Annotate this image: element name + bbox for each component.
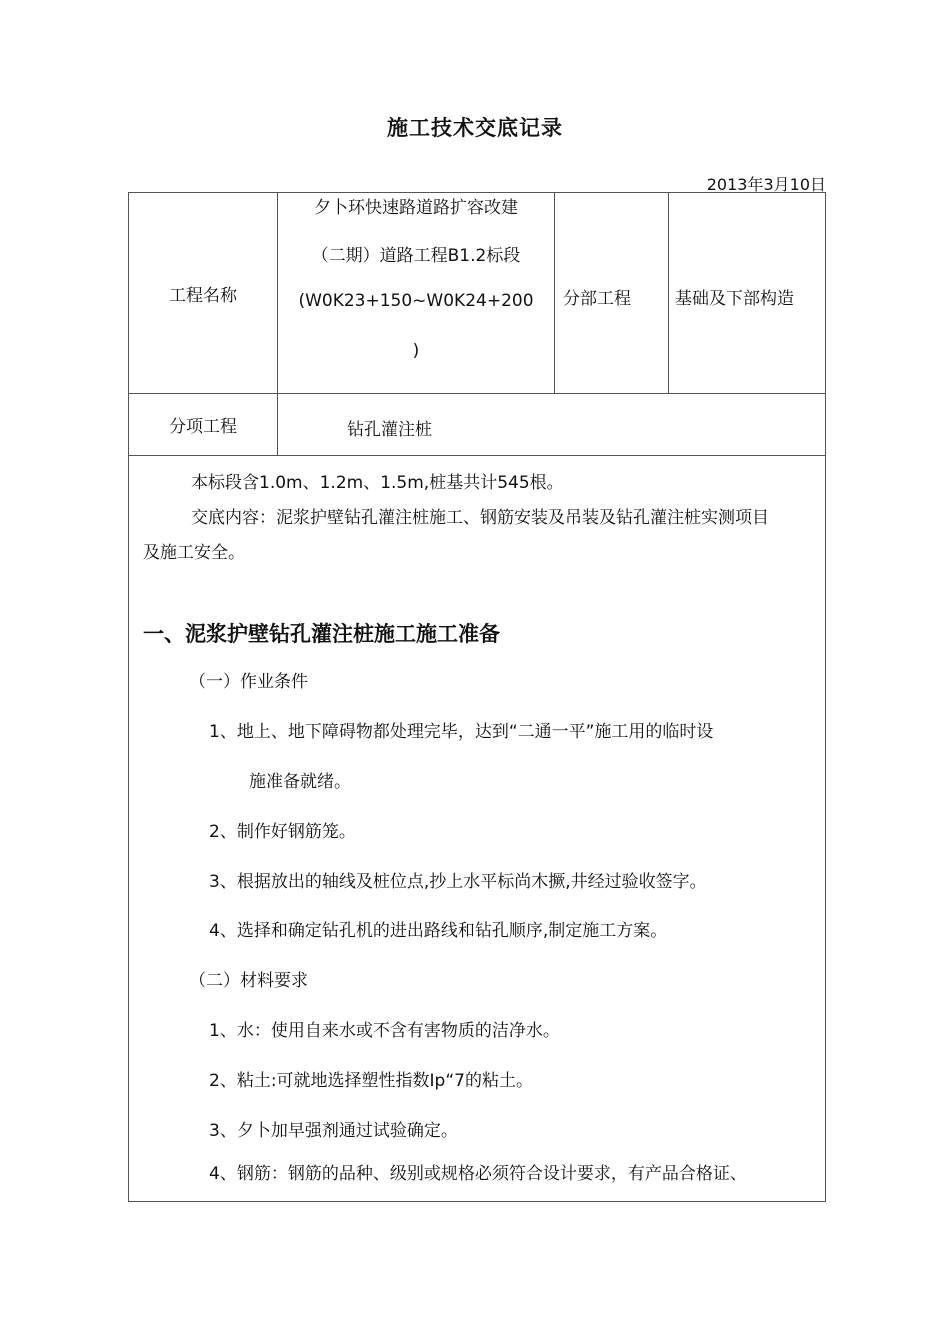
list-item: 1、水：使用自来水或不含有害物质的洁净水。 (209, 1021, 560, 1041)
intro-line: 及施工安全。 (143, 543, 245, 563)
record-table (128, 192, 826, 1202)
subsection-heading: （一）作业条件 (189, 672, 308, 692)
list-item-continuation: 施准备就绪。 (249, 772, 351, 792)
intro-line: 交底内容：泥浆护壁钻孔灌注桩施工、钢筋安装及吊装及钻孔灌注桩实测项目 (191, 508, 769, 528)
list-item: 3、夕卜加早强剂通过试验确定。 (209, 1121, 458, 1141)
item-value: 钻孔灌注桩 (347, 420, 432, 440)
project-name-line: 夕卜环快速路道路扩容改建 (314, 198, 518, 218)
subsection-heading: （二）材料要求 (189, 971, 308, 991)
section-heading: 一、泥浆护壁钻孔灌注桩施工施工准备 (143, 622, 500, 646)
list-item: 3、根据放出的轴线及桩位点,抄上水平标尚木撅,井经过验收签字。 (209, 872, 707, 892)
project-name-line: （二期）道路工程B1.2标段 (311, 246, 521, 266)
list-item: 4、选择和确定钻孔机的进出路线和钻孔顺序,制定施工方案。 (209, 921, 668, 941)
project-name-label: 工程名称 (169, 285, 237, 306)
list-item: 2、制作好钢筋笼。 (209, 822, 356, 842)
record-date: 2013年3月10日 (706, 175, 826, 194)
intro-line: 本标段含1.0m、1.2m、1.5m,桩基共计545根。 (191, 473, 564, 493)
column-divider (668, 193, 669, 393)
column-divider (554, 193, 555, 393)
row-divider (129, 455, 825, 456)
project-name-line: (W0K23+150~W0K24+200 (298, 291, 534, 311)
project-name-line: ) (412, 341, 420, 361)
project-name-value (278, 193, 554, 393)
list-item: 1、地上、地下障碍物都处理完毕，达到“二通一平”施工用的临时设 (209, 722, 714, 742)
subsection-label: 分部工程 (563, 289, 631, 309)
item-label: 分项工程 (169, 417, 237, 437)
list-item: 2、粘土:可就地选择塑性指数Ip“7的粘土。 (209, 1071, 533, 1091)
list-item: 4、钢筋：钢筋的品种、级别或规格必须符合设计要求，有产品合格证、 (209, 1164, 747, 1184)
subsection-value: 基础及下部构造 (675, 289, 794, 309)
document-title: 施工技术交底记录 (387, 116, 563, 140)
